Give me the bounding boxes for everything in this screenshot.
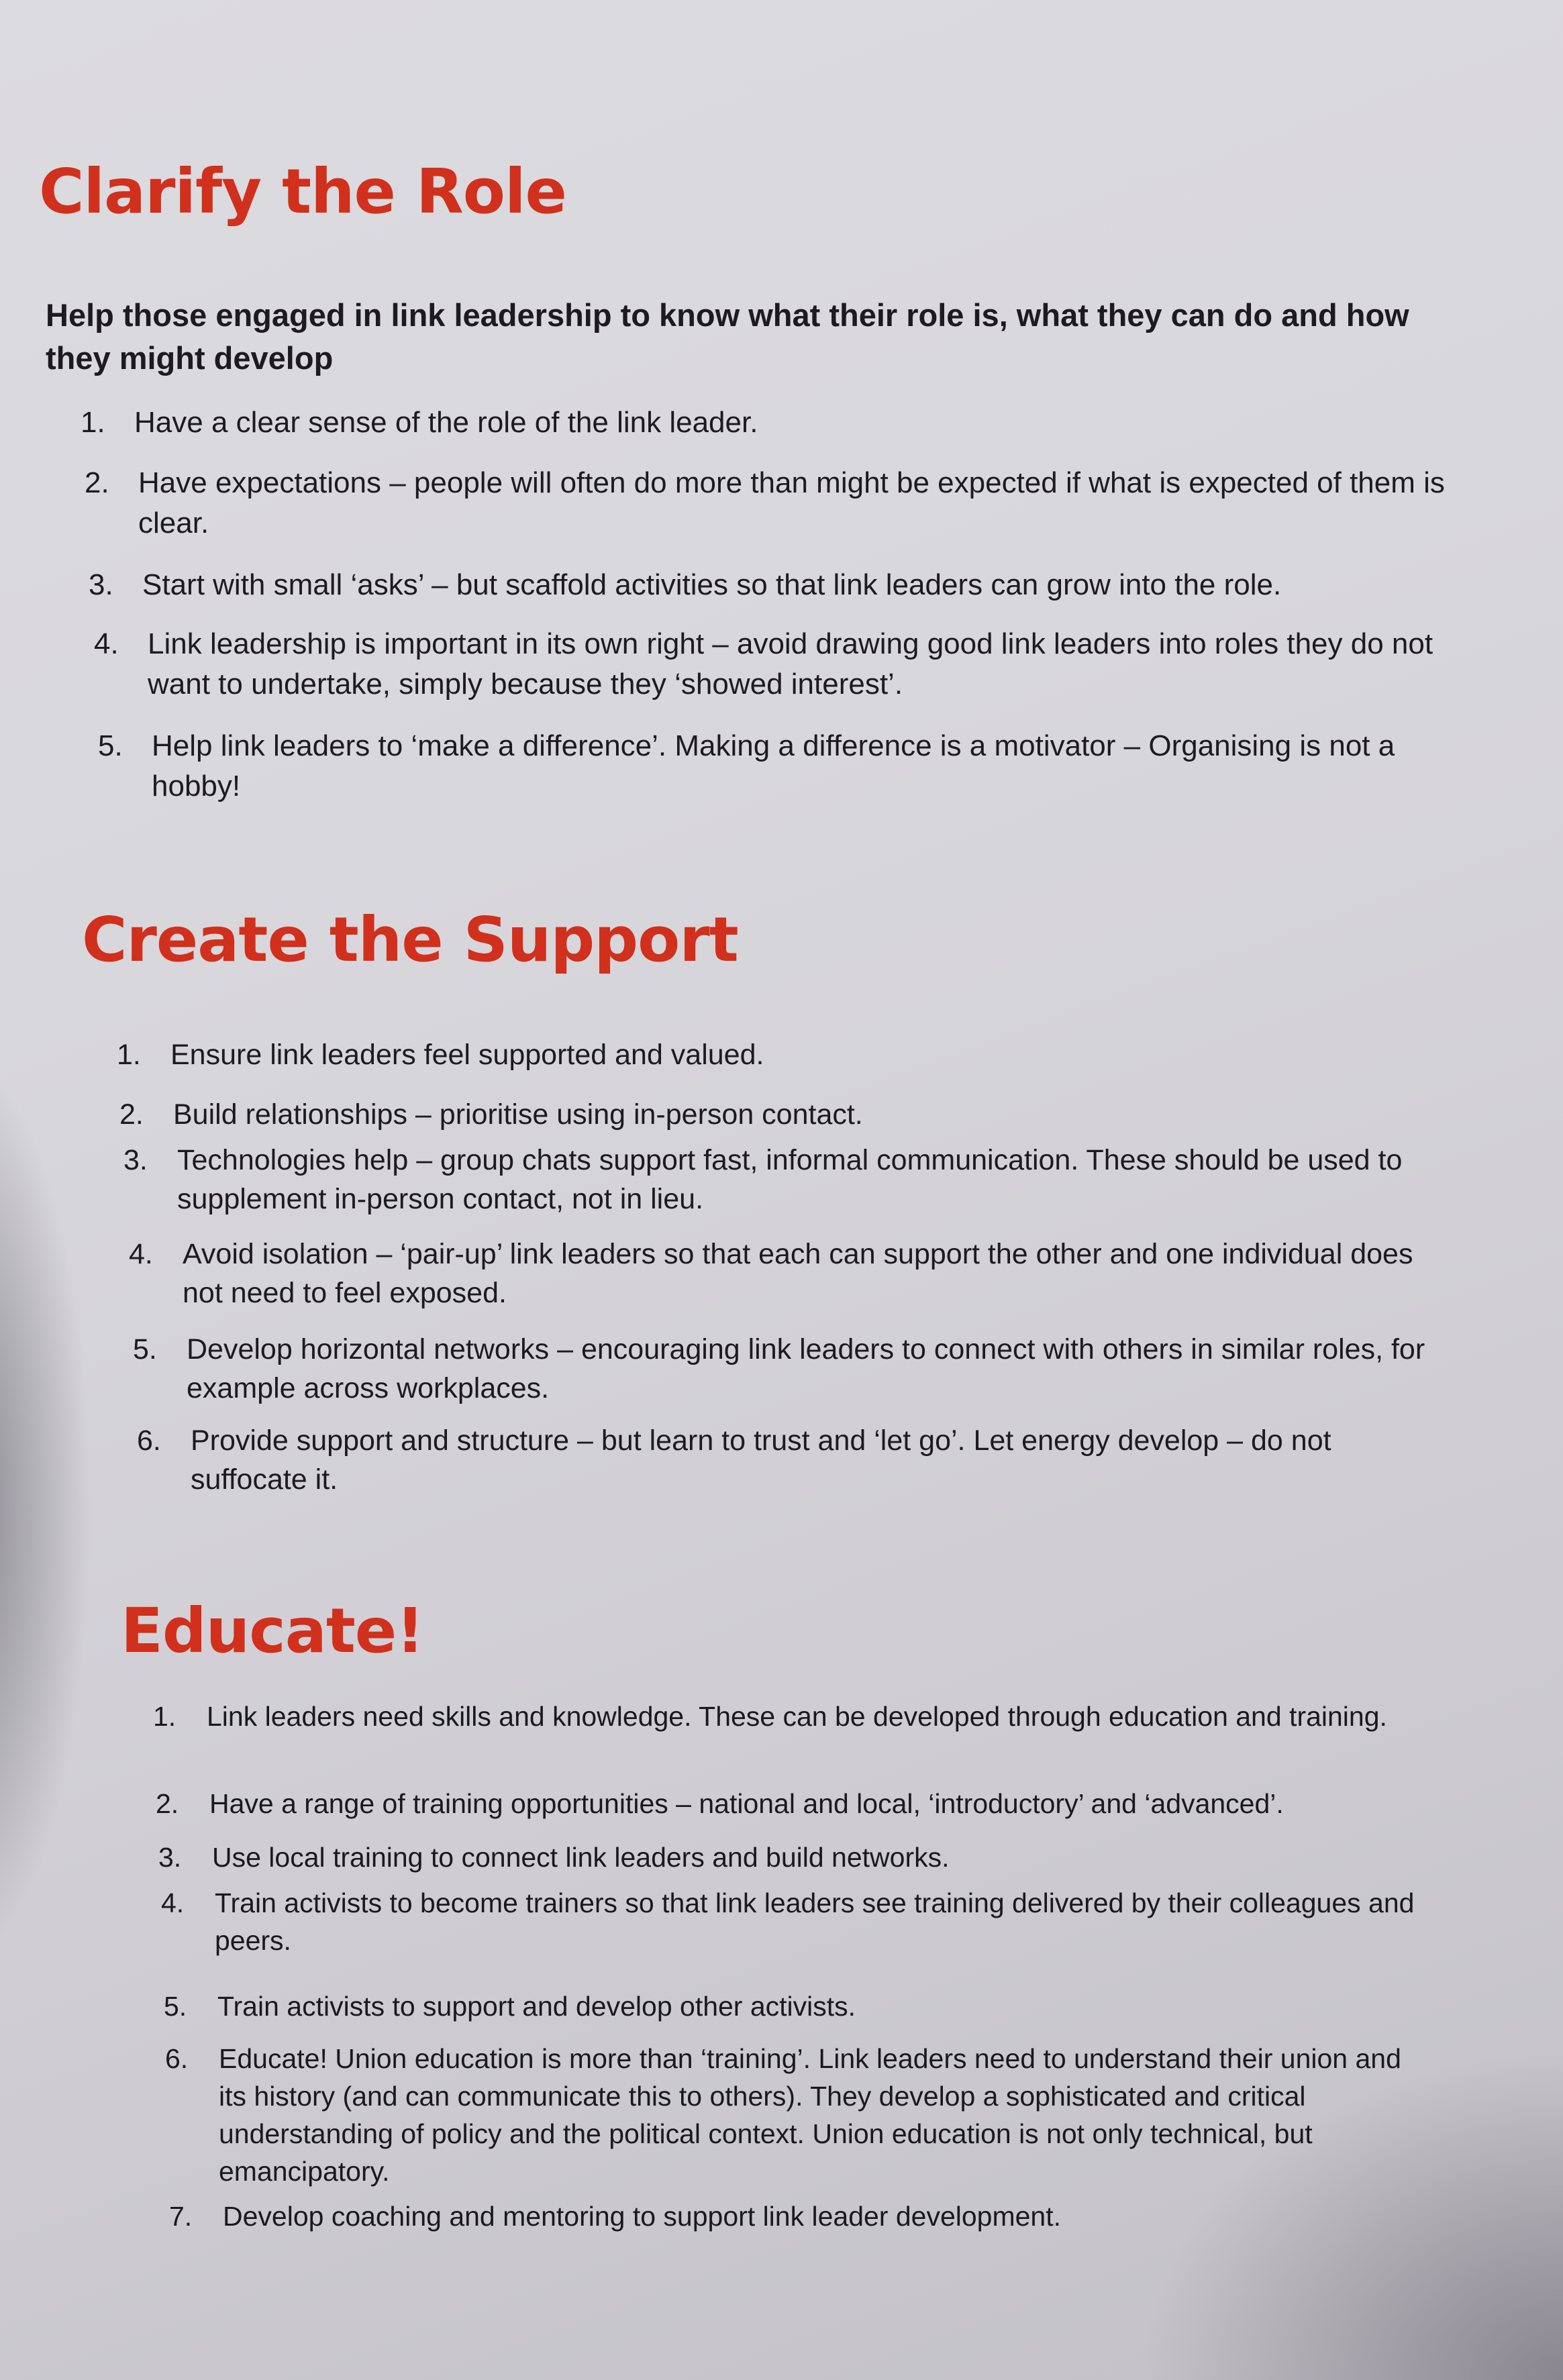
list-item	[137, 1421, 1412, 1499]
list-item-text: Technologies help – group chats support fast, informal communication. These should be used to supplement in-person contact, not in lieu.	[177, 1144, 1403, 1215]
list-item-number: 4.	[129, 1238, 153, 1270]
section-heading: Create the Support	[82, 904, 738, 976]
list-item-text: Provide support and structure – but learn to trust and ‘let go’. Let energy develop – do not suffocate it.	[191, 1425, 1331, 1496]
list-item	[89, 565, 1458, 605]
list-item	[117, 1035, 1446, 1074]
list-item-number: 2.	[119, 1098, 144, 1131]
list-item-text: Ensure link leaders feel supported and valued.	[170, 1039, 764, 1071]
list-item-text: Start with small ‘asks’ – but scaffold activities so that link leaders can grow into the role.	[142, 568, 1282, 601]
list-item-number: 5.	[133, 1333, 157, 1365]
list-item	[164, 1987, 1439, 2025]
list-item-number: 1.	[117, 1039, 141, 1071]
list-item-text: Have expectations – people will often do more than might be expected if what is expected of them is clear.	[138, 466, 1445, 539]
list-item-number: 2.	[156, 1788, 179, 1819]
list-item-text: Train activists to become trainers so that link leaders see training delivered by their colleagues and peers.	[215, 1887, 1415, 1956]
list-item-text: Avoid isolation – ‘pair-up’ link leaders so that each can support the other and one individual does not need to feel exposed.	[183, 1238, 1413, 1309]
list-item-number: 5.	[98, 729, 123, 762]
list-item	[98, 726, 1440, 807]
list-item-number: 6.	[137, 1425, 161, 1457]
section-heading: Educate!	[121, 1595, 424, 1667]
list-item-number: 7.	[169, 2201, 193, 2232]
list-item-number: 6.	[165, 2043, 189, 2074]
list-item-number: 1.	[153, 1701, 177, 1732]
list-item-text: Train activists to support and develop other activists.	[217, 1991, 856, 2022]
list-item	[133, 1330, 1442, 1408]
list-item	[156, 1785, 1431, 1822]
list-item	[85, 463, 1447, 544]
list-item-text: Educate! Union education is more than ‘training’. Link leaders need to understand their union and its history (and can communicate this to others). They develop a sophisticated and critical understanding of policy and the political context. Union education is not only technical, but emancipatory.	[219, 2043, 1401, 2187]
list-item-number: 3.	[89, 568, 113, 601]
list-item	[153, 1698, 1408, 1735]
list-item-number: 5.	[164, 1991, 187, 2022]
list-item-text: Have a range of training opportunities – national and local, ‘introductory’ and ‘advanced’.	[209, 1788, 1284, 1819]
list-item-text: Use local training to connect link leaders and build networks.	[212, 1842, 950, 1873]
list-item-number: 4.	[161, 1887, 185, 1918]
list-item-text: Have a clear sense of the role of the link leader.	[134, 406, 758, 439]
list-item	[94, 624, 1443, 705]
list-item	[81, 403, 1456, 443]
list-item	[119, 1095, 1448, 1134]
list-item	[129, 1235, 1431, 1312]
list-item	[169, 2197, 1431, 2235]
section-lead: Help those engaged in link leadership to know what their role is, what they can do and how they might develop	[46, 297, 1409, 376]
section-heading: Clarify the Role	[39, 156, 566, 227]
list-item	[123, 1141, 1446, 1219]
list-item-number: 3.	[123, 1144, 148, 1176]
list-item-text: Link leadership is important in its own right – avoid drawing good link leaders into roles they do not want to undertake, simply because they ‘showed interest’.	[148, 627, 1433, 701]
list-item-text: Build relationships – prioritise using in-person contact.	[173, 1098, 863, 1131]
list-item	[165, 2040, 1427, 2190]
list-item-text: Help link leaders to ‘make a difference’. Making a difference is a motivator – Organising is not a hobby!	[152, 729, 1395, 803]
list-item	[161, 1884, 1436, 1959]
list-item-text: Develop coaching and mentoring to support link leader development.	[223, 2201, 1061, 2232]
list-item	[158, 1839, 1433, 1876]
list-item-number: 1.	[81, 406, 105, 439]
list-item-text: Link leaders need skills and knowledge. These can be developed through education and training.	[207, 1701, 1387, 1732]
list-item-number: 2.	[85, 466, 109, 499]
list-item-number: 3.	[158, 1842, 182, 1873]
list-item-number: 4.	[94, 627, 119, 660]
list-item-text: Develop horizontal networks – encouraging link leaders to connect with others in similar roles, for example across workplaces.	[187, 1333, 1425, 1404]
